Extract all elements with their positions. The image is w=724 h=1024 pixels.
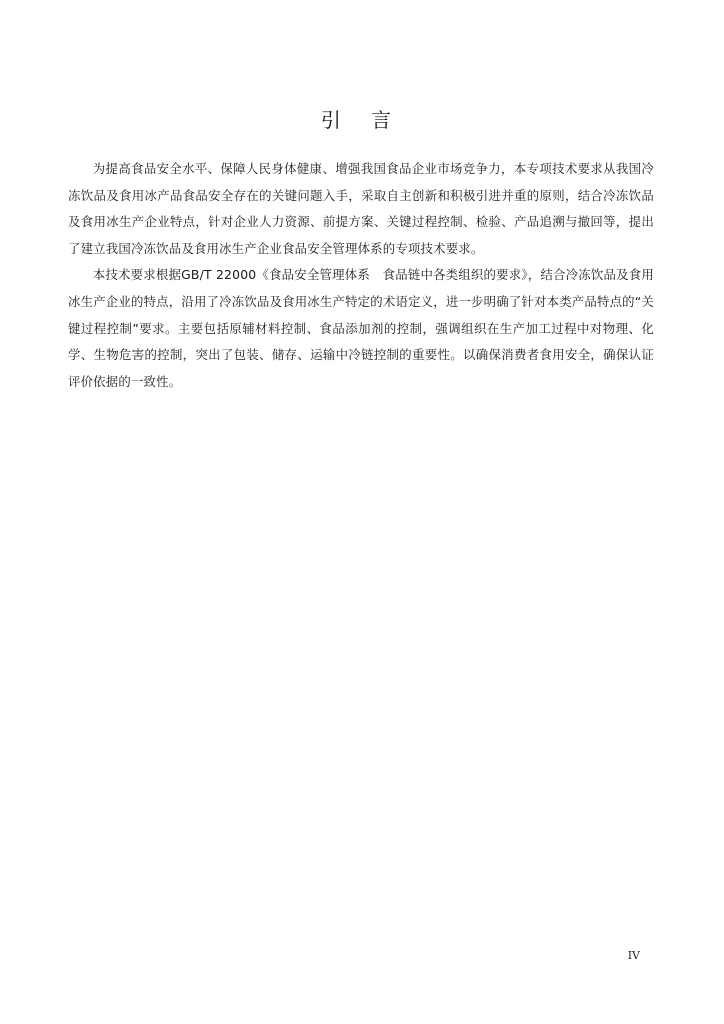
page-title: 引 言 [320,108,404,132]
paragraph-1: 为提高食品安全水平、保障人民身体健康、增强我国食品企业市场竞争力，本专项技术要求从我国冷冻饮品及食用冰产品食品安全存在的关键问题入手，采取自主创新和积极引进并重的原则，结合冷冻饮品及食用冰生产企业特点，针对企业人力资源、前提方案、关键过程控制、检验、产品追溯与撤回等，提出了建立我国冷冻饮品及食用冰生产企业食品安全管理体系的专项技术要求。 [68,161,654,256]
page-number: IV [627,949,640,962]
introduction-body [68,156,654,395]
paragraph-2: 本技术要求根据GB/T 22000《食品安全管理体系 食品链中各类组织的要求》，结合冷冻饮品及食用冰生产企业的特点，沿用了冷冻饮品及食用冰生产特定的术语定义，进一步明确了针对本类产品特点的“关键过程控制”要求。主要包括原辅材料控制、食品添加剂的控制，强调组织在生产加工过程中对物理、化学、生物危害的控制，突出了包装、储存、运输中冷链控制的重要性。以确保消费者食用安全，确保认证评价依据的一致性。 [68,267,654,389]
